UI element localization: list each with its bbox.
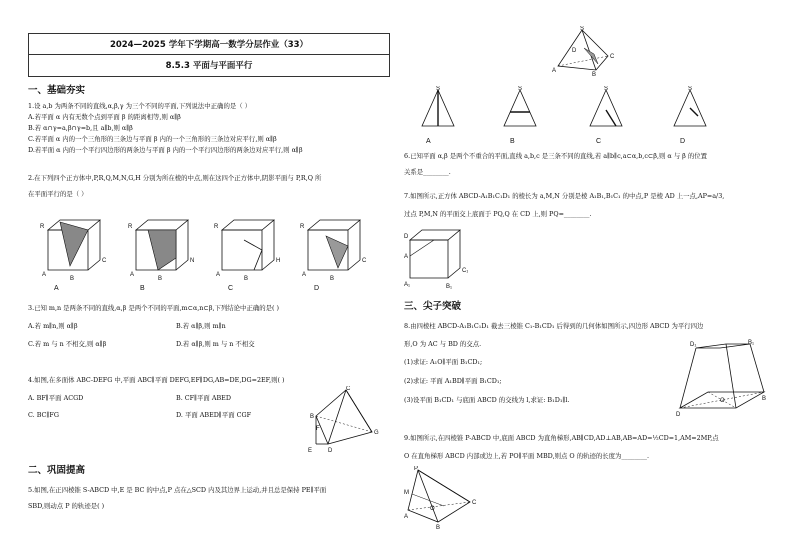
q8-stem-line1: 8.由四棱柱 ABCD-A₁B₁C₁D₁ 截去三棱锥 C₁-B₁CD₁ 后得到的几何体如图所示,四边形 ABCD 为平行四边 (404, 322, 704, 330)
q3-option-b: B.若 α∥β,则 m∥n (176, 322, 226, 330)
svg-text:N: N (190, 258, 195, 264)
svg-text:P: P (414, 466, 419, 472)
q8-prism-figure (676, 338, 768, 422)
svg-text:S: S (604, 86, 609, 92)
q1-option-d: D.若平面 α 内的一个平行四边形的两条边与平面 β 内的一个平行四边形的两条边对应平行,则 α∥β (28, 146, 303, 154)
svg-text:D: D (676, 412, 681, 418)
page-title: 2024—2025 学年下学期高一数学分层作业（33） (109, 40, 309, 50)
q4-stem: 4.如图,在多面体 ABC-DEFG 中,平面 ABC∥平面 DEFG,EF∥DG,AB=DE,DG=2EF,则( ) (28, 376, 285, 384)
q4-option-a: A. BF∥平面 ACGD (28, 394, 84, 402)
svg-text:A₁: A₁ (404, 282, 411, 288)
svg-text:O: O (430, 506, 435, 512)
svg-text:A: A (130, 272, 135, 278)
q8-part-2: (2)求证: 平面 A₁BD∥平面 B₁CD₁; (404, 377, 502, 385)
svg-text:C₁: C₁ (462, 268, 468, 274)
svg-text:R: R (40, 224, 45, 230)
svg-text:D: D (572, 48, 577, 54)
svg-text:A: A (404, 514, 409, 520)
svg-text:A: A (552, 68, 557, 74)
title-box (28, 33, 390, 77)
q5-pyramid-figure (552, 26, 614, 76)
svg-text:B: B (70, 276, 75, 282)
q7-stem-line1: 7.如图所示,正方体 ABCD-A₁B₁C₁D₁ 的棱长为 a,M,N 分别是棱 A₁B₁,B₁C₁ 的中点,P 是棱 AD 上一点,AP=a/3, (404, 192, 725, 200)
q5-stem-line1: 5.如图,在正四棱锥 S-ABCD 中,E 是 BC 的中点,P 点在△SCD 内及其边界上运动,并且总是保持 PE∥平面 (28, 486, 327, 494)
svg-text:B: B (592, 72, 597, 76)
q1-option-a: A.若平面 α 内有无数个点到平面 β 的距离相等,则 α∥β (28, 113, 181, 121)
q2-label-c: C (228, 285, 234, 292)
cube-a (40, 220, 107, 282)
section-basic: 一、基础夯实 (28, 85, 86, 96)
q9-pyramid-figure (404, 466, 478, 530)
svg-text:M: M (404, 490, 409, 496)
q5-label-c: C (596, 138, 602, 145)
q5-label-a: A (426, 138, 431, 145)
svg-text:B: B (158, 276, 163, 282)
page-subtitle: 8.5.3 平面与平面平行 (29, 54, 389, 75)
q1-stem: 1.设 a,b 为两条不同的直线,α,β,γ 为三个不同的平面,下列说法中正确的是（ ） (28, 102, 252, 110)
q2-cube-figures (30, 212, 380, 282)
svg-text:B: B (310, 414, 315, 420)
svg-text:S: S (580, 26, 585, 32)
svg-text:D: D (404, 234, 409, 240)
svg-text:C: C (102, 258, 107, 264)
q6-stem-line1: 6.已知平面 α,β 是两个不重合的平面,直线 a,b,c 是三条不同的直线,若 a∥b∥c,a⊂α,b,c⊂β,则 α 与 β 的位置 (404, 152, 708, 160)
svg-text:C: C (346, 386, 351, 392)
q9-stem-line2: O 在直角梯形 ABCD 内部或边上,若 PO∥平面 MBD,则点 O 的轨迹的长度为________. (404, 452, 650, 460)
svg-text:D₁: D₁ (690, 342, 697, 348)
svg-text:A: A (42, 272, 47, 278)
q5-label-d: D (680, 138, 686, 145)
svg-text:B₁: B₁ (446, 284, 453, 290)
svg-text:F: F (316, 426, 320, 432)
svg-text:H: H (276, 258, 281, 264)
section-improve: 二、巩固提高 (28, 465, 86, 476)
svg-text:A: A (216, 272, 221, 278)
q7-cube-figure (404, 226, 468, 292)
svg-text:O: O (720, 398, 725, 404)
svg-text:B: B (762, 396, 767, 402)
q5-option-figures (408, 86, 718, 138)
svg-text:A: A (302, 272, 307, 278)
svg-text:R: R (128, 224, 133, 230)
q8-part-1: (1)求证: A₁O∥平面 B₁CD₁; (404, 358, 483, 366)
section-top: 三、尖子突破 (404, 301, 462, 312)
svg-text:D: D (328, 448, 333, 454)
q1-option-b: B.若 α∩γ=a,β∩γ=b,且 a∥b,则 α∥β (28, 124, 133, 132)
svg-text:E: E (308, 448, 313, 454)
q2-label-a: A (54, 285, 59, 292)
q3-option-d: D.若 α∥β,则 m 与 n 不相交 (176, 340, 255, 348)
svg-text:B: B (330, 276, 335, 282)
q5-label-b: B (510, 138, 515, 145)
q8-stem-line2: 形,O 为 AC 与 BD 的交点. (404, 340, 482, 348)
q4-option-c: C. BC∥FG (28, 411, 59, 419)
q2-stem-line1: 2.在下列四个正方体中,P,R,Q,M,N,G,H 分别为所在棱的中点,则在这四个正方体中,阴影平面与 P,R,Q 所 (28, 174, 322, 182)
svg-text:C: C (610, 54, 614, 60)
svg-text:G: G (374, 430, 379, 436)
svg-text:R: R (214, 224, 219, 230)
q2-stem-line2: 在平面平行的是（ ） (28, 190, 88, 198)
cube-b (128, 220, 194, 282)
q9-stem-line1: 9.如图所示,在四棱锥 P-ABCD 中,底面 ABCD 为直角梯形,AB∥CD,AD⊥AB,AB=AD=½CD=1,AM=2MP,点 (404, 434, 719, 442)
svg-text:S: S (688, 86, 693, 92)
svg-text:S: S (518, 86, 523, 92)
q7-stem-line2: 过点 P,M,N 的平面交上底面于 PQ,Q 在 CD 上,则 PQ=________. (404, 210, 592, 218)
svg-text:B: B (244, 276, 249, 282)
svg-text:A: A (404, 254, 409, 260)
q5-stem-line2: SBD,则动点 P 的轨迹是( ) (28, 502, 105, 510)
q4-option-b: B. CF∥平面 ABED (176, 394, 231, 402)
q3-stem: 3.已知 m,n 是两条不同的直线,α,β 是两个不同的平面,m⊂α,n⊂β,下列结论中正确的是( ) (28, 304, 280, 312)
cube-c (214, 220, 280, 282)
q2-label-d: D (314, 285, 320, 292)
svg-text:B₁: B₁ (748, 340, 755, 346)
q3-option-a: A.若 m∥n,则 α∥β (28, 322, 78, 330)
q3-option-c: C.若 m 与 n 不相交,则 α∥β (28, 340, 107, 348)
svg-text:R: R (300, 224, 305, 230)
svg-text:C: C (362, 258, 367, 264)
q4-option-d: D. 平面 ABED∥平面 CGF (176, 411, 252, 419)
svg-text:B: B (436, 525, 441, 530)
q2-label-b: B (140, 285, 145, 292)
q8-part-3: (3)设平面 B₁CD₁ 与底面 ABCD 的交线为 l,求证: B₁D₁∥l. (404, 396, 570, 404)
svg-text:C: C (472, 500, 477, 506)
q4-polyhedron-figure (306, 386, 384, 454)
q6-stem-line2: 关系是________. (404, 168, 451, 176)
q1-option-c: C.若平面 α 内的一个三角形的三条边与平面 β 内的一个三角形的三条边对应平行,则 α∥β (28, 135, 277, 143)
cube-d (300, 220, 367, 282)
svg-text:S: S (436, 86, 441, 92)
